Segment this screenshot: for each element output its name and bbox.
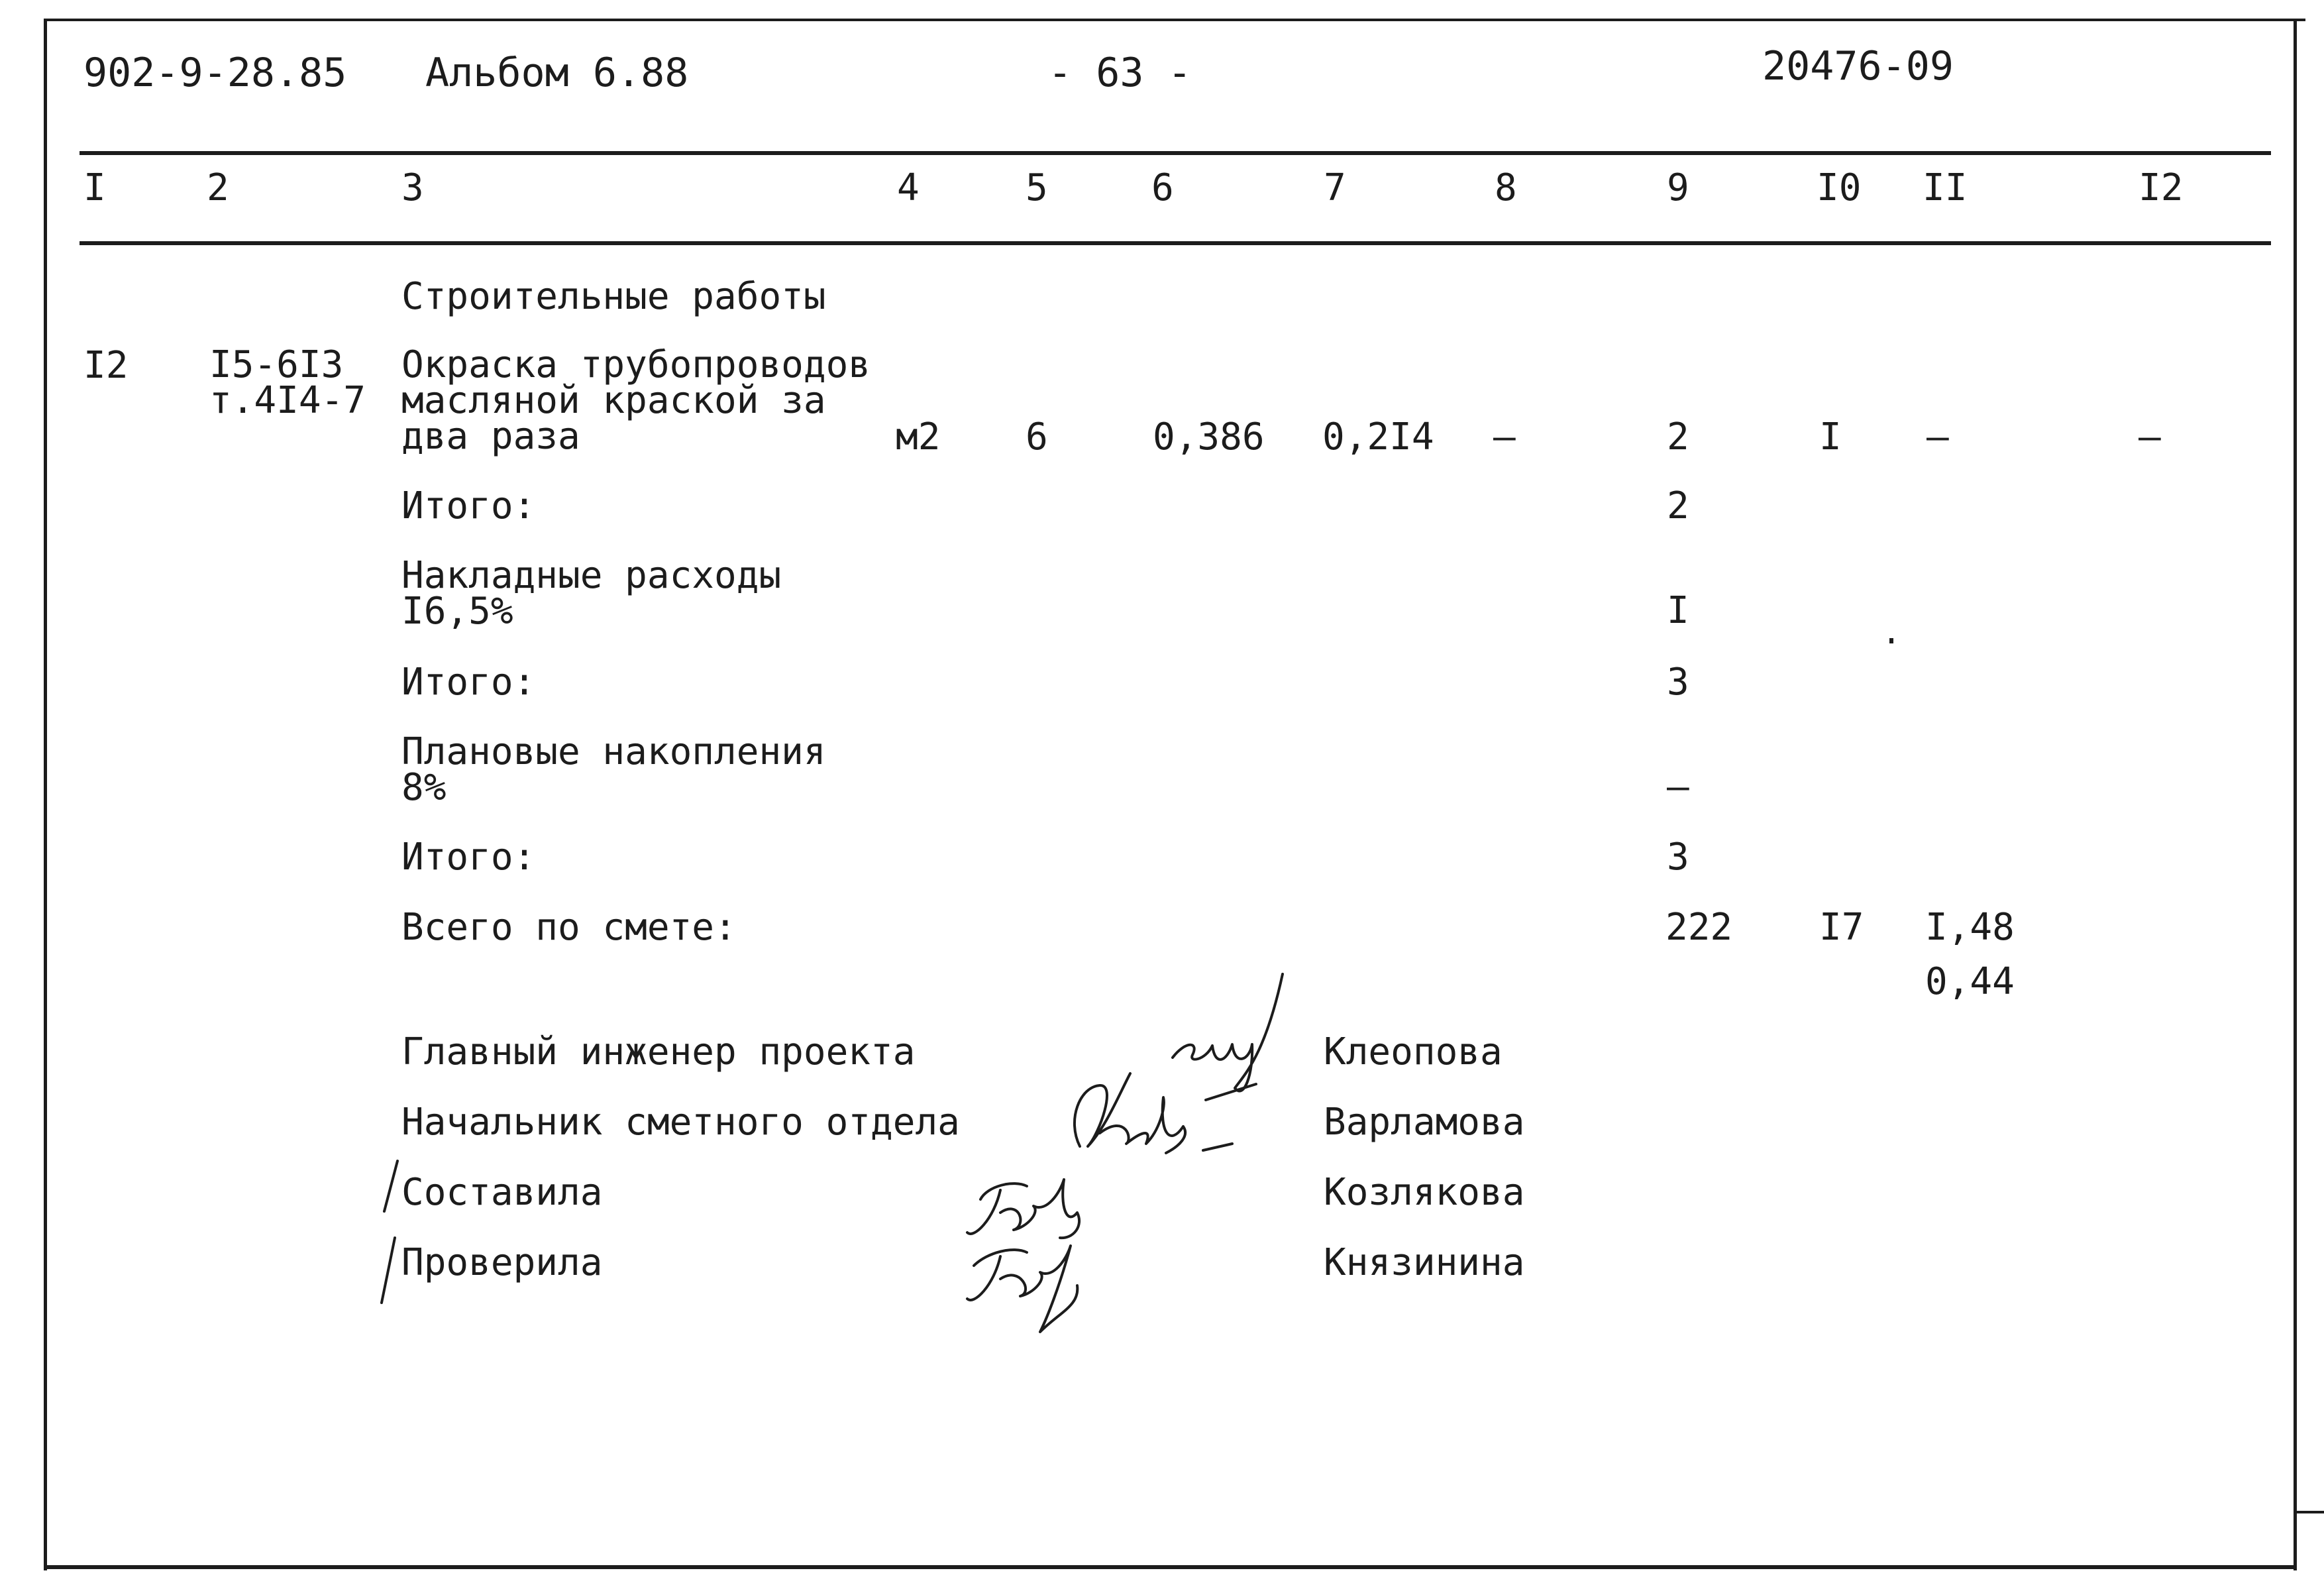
grand-total-col11: I,48	[1925, 906, 2015, 949]
signature-estimate-head	[1053, 1067, 1252, 1179]
item-col8: –	[1493, 415, 1516, 459]
page-number: - 63 -	[1048, 50, 1192, 96]
frame-edge-tick	[2297, 1511, 2324, 1513]
stray-ink-dot	[1889, 638, 1893, 643]
signer-name-checked: Князинина	[1324, 1241, 1525, 1284]
item-col6: 0,386	[1153, 415, 1265, 459]
frame-left-border	[44, 19, 47, 1570]
subtotal-label-1: Итого:	[401, 484, 536, 527]
signer-name-estimate-head: Варламова	[1324, 1101, 1525, 1144]
signature-compiled-and-checked	[961, 1166, 1120, 1339]
item-quantity: 6	[1026, 415, 1048, 459]
item-rate-code: I5-6I3 т.4I4-7	[209, 343, 366, 422]
doc-number: 20476-09	[1762, 43, 1954, 89]
item-col10: I	[1819, 415, 1842, 459]
frame-top-border	[44, 19, 2305, 21]
column-number-5: 5	[1026, 166, 1048, 209]
planned-savings-label: Плановые накопления 8%	[401, 730, 826, 809]
subtotal-value-1: 2	[1667, 484, 1689, 527]
overhead-value: I	[1667, 589, 1689, 632]
grand-total-col9: 222	[1665, 906, 1733, 949]
column-number-6: 6	[1151, 166, 1174, 209]
column-number-1: I	[83, 166, 106, 209]
item-col7: 0,2I4	[1322, 415, 1434, 459]
item-unit: м2	[896, 415, 941, 459]
item-col11: –	[1927, 415, 1949, 459]
album-label: Альбом 6.88	[425, 50, 689, 96]
item-col12: –	[2139, 415, 2161, 459]
subtotal-value-2: 3	[1667, 661, 1689, 704]
handwritten-slash-marks	[378, 1156, 411, 1308]
subtotal-value-3: 3	[1667, 836, 1689, 879]
column-number-9: 9	[1667, 166, 1689, 209]
column-number-12: I2	[2139, 166, 2184, 209]
column-header-bottom-rule	[79, 241, 2271, 245]
subtotal-label-3: Итого:	[401, 836, 536, 879]
column-number-3: 3	[401, 166, 424, 209]
overhead-label: Накладные расходы I6,5%	[401, 554, 782, 633]
grand-total-label: Всего по смете:	[401, 906, 737, 949]
signer-role-estimate-head: Начальник сметного отдела	[401, 1101, 960, 1144]
column-number-11: II	[1923, 166, 1968, 209]
grand-total-col11-second: 0,44	[1925, 960, 2015, 1003]
signer-name-compiled: Козлякова	[1324, 1171, 1525, 1214]
signer-role-chief-engineer: Главный инженер проекта	[401, 1030, 916, 1073]
frame-right-border	[2294, 19, 2297, 1570]
column-header-top-rule	[79, 151, 2271, 155]
column-number-8: 8	[1495, 166, 1517, 209]
column-number-7: 7	[1324, 166, 1346, 209]
section-title: Строительные работы	[401, 275, 826, 318]
subtotal-label-2: Итого:	[401, 661, 536, 704]
item-description: Окраска трубопроводов масляной краской за два раза	[401, 343, 871, 458]
doc-code: 902-9-28.85	[83, 50, 347, 96]
item-number: I2	[83, 344, 129, 387]
signer-role-compiled: Составила	[401, 1171, 603, 1214]
planned-savings-value: –	[1667, 765, 1689, 808]
grand-total-col10: I7	[1819, 906, 1864, 949]
column-number-10: I0	[1817, 166, 1862, 209]
frame-bottom-border	[44, 1565, 2296, 1569]
column-number-2: 2	[207, 166, 229, 209]
column-number-4: 4	[897, 166, 920, 209]
signer-role-checked: Проверила	[401, 1241, 603, 1284]
item-col9: 2	[1667, 415, 1689, 459]
signer-name-chief-engineer: Клеопова	[1324, 1030, 1503, 1073]
